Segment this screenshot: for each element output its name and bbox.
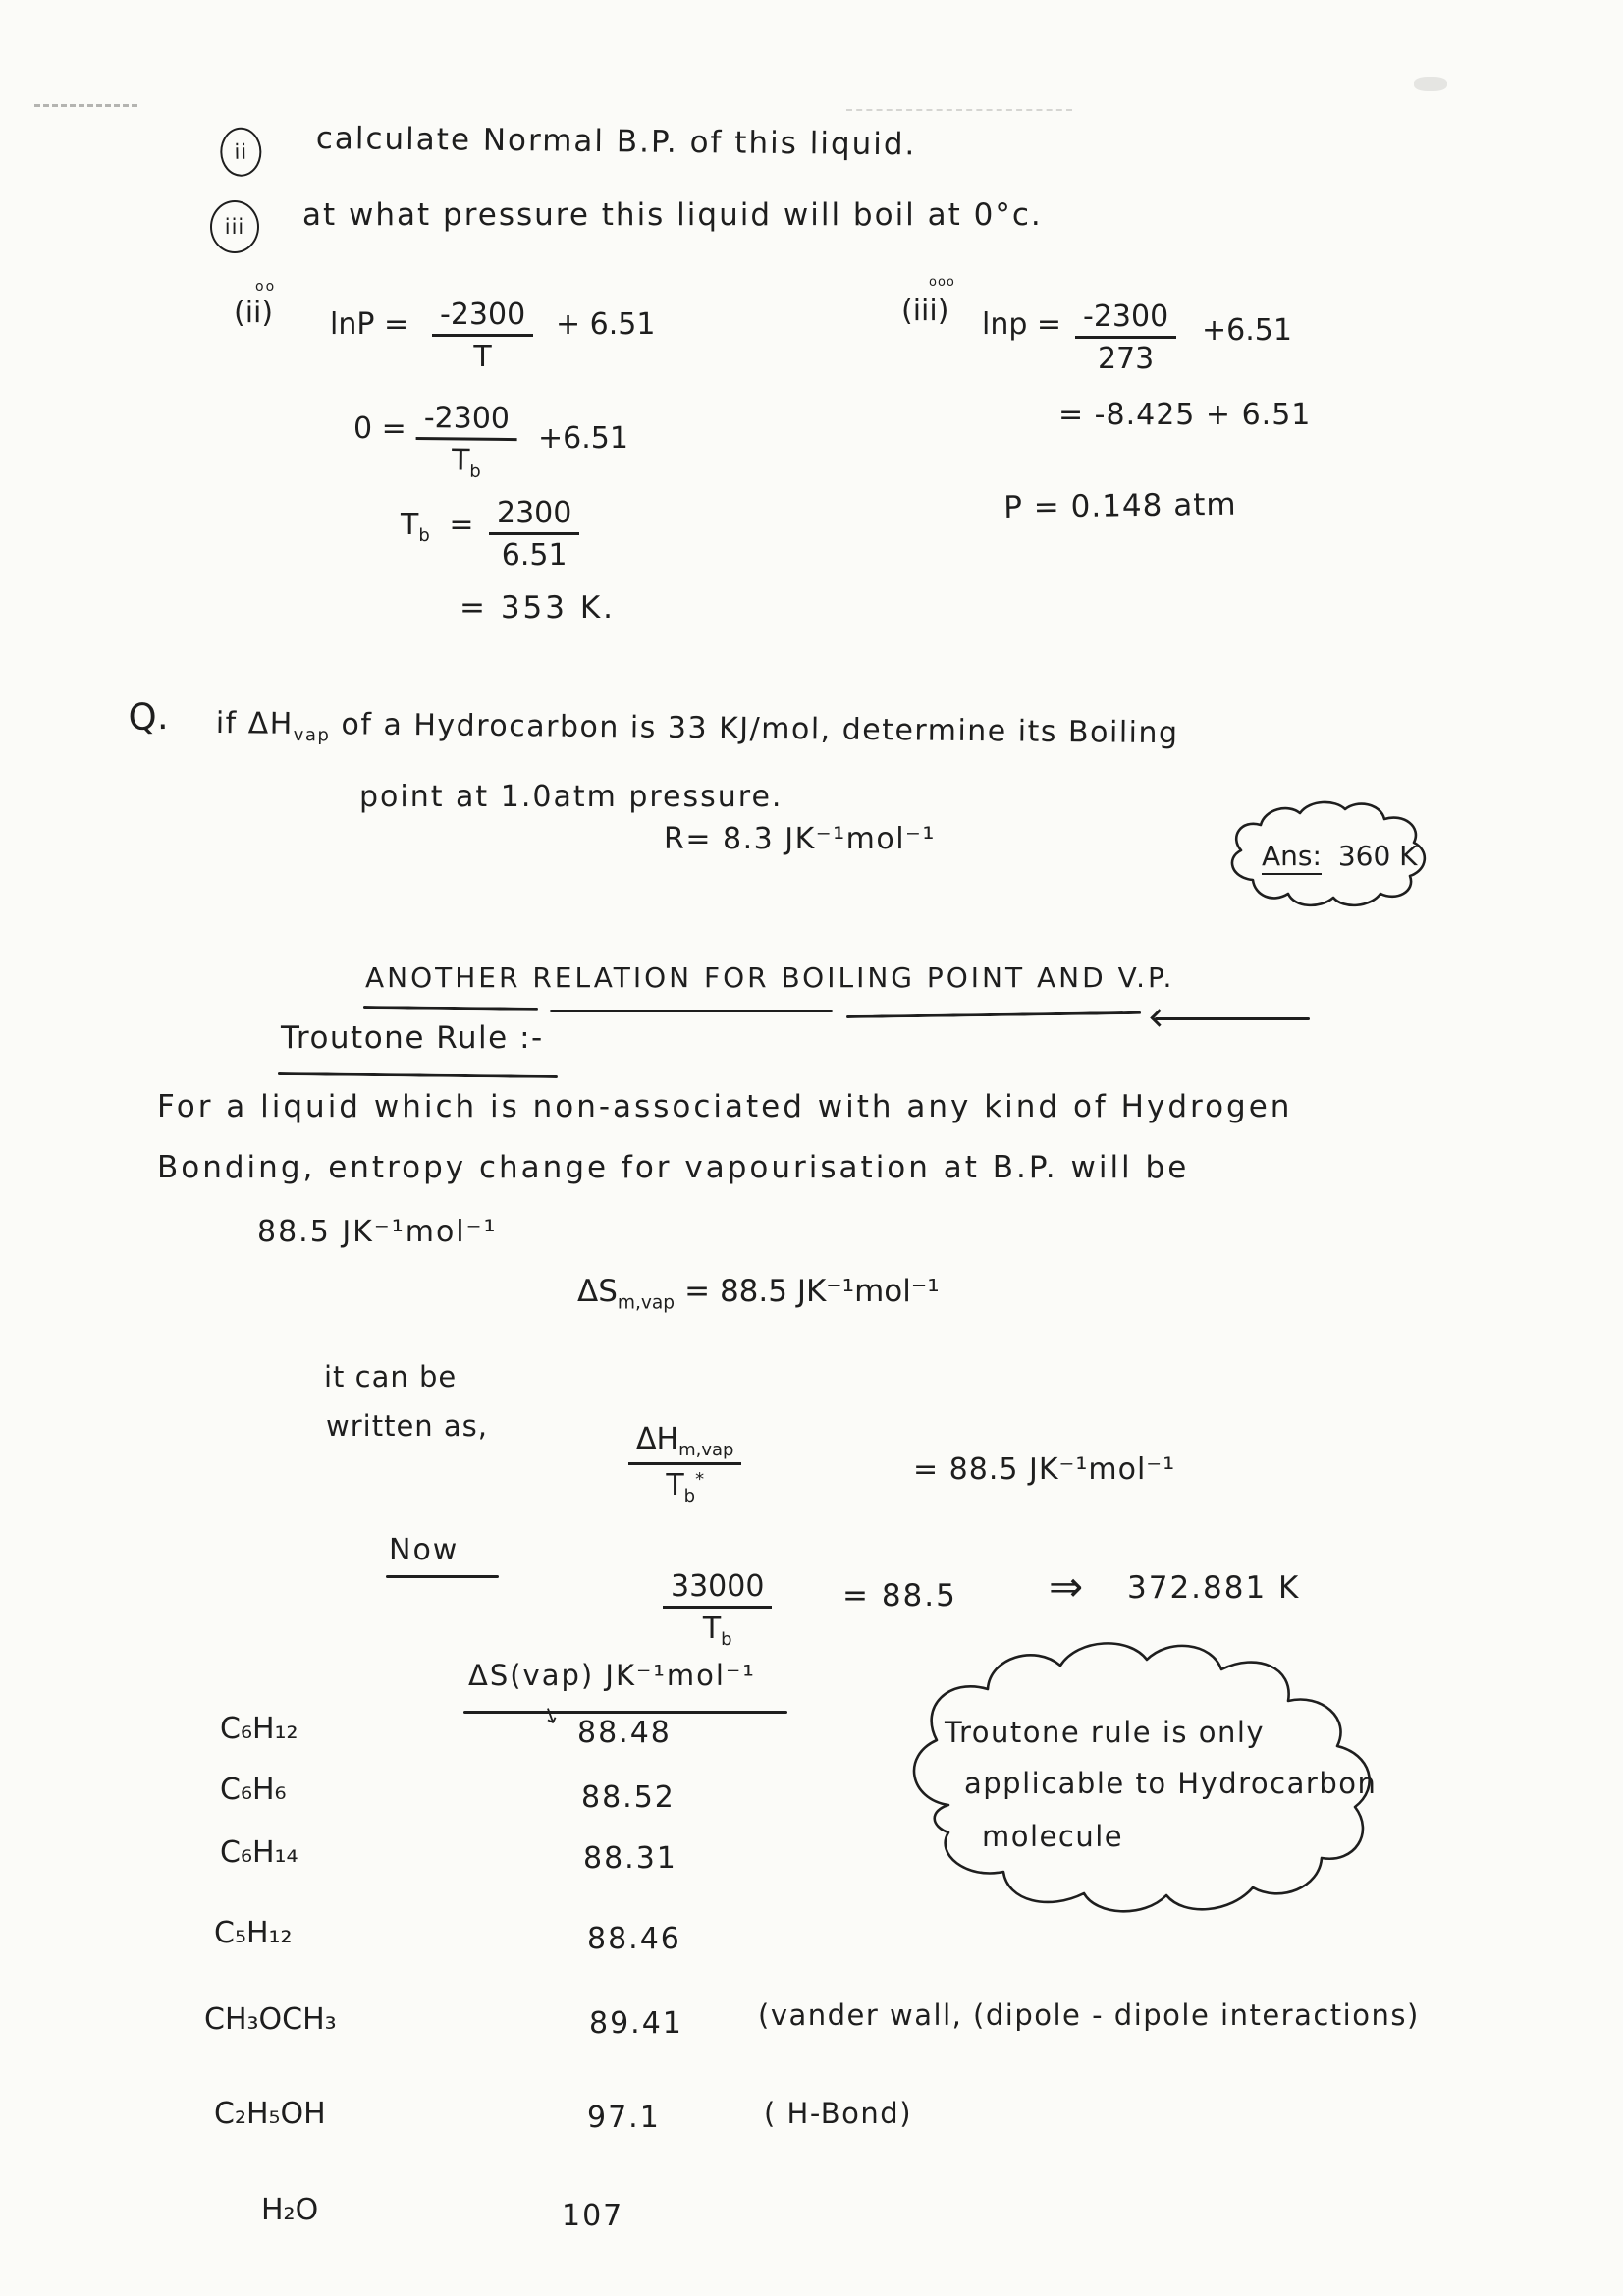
- work-ii-eq2-fraction: [415, 401, 517, 482]
- heading-underline-3: [846, 1011, 1141, 1018]
- now-eq: = 88.5: [842, 1578, 957, 1613]
- work-ii-marker-super: oo: [255, 279, 277, 295]
- table-row-value: 97.1: [587, 2101, 661, 2135]
- table-row-note: (vander wall, (dipole - dipole interactions): [758, 1998, 1420, 2032]
- table-header-underline: [463, 1711, 787, 1714]
- now-underline: [386, 1575, 499, 1578]
- question-line1: if $\Delta H_{vap}$ of a Hydrocarbon is 33 KJ/mol, determine its Boiling: [215, 706, 1179, 751]
- table-row-compound: C₆H₁₂: [220, 1712, 298, 1746]
- now-fraction: [663, 1569, 772, 1650]
- question-line2: point at 1.0atm pressure.: [359, 780, 784, 814]
- fraction-numerator: -2300: [416, 401, 518, 441]
- table-row-compound: C₆H₆: [220, 1773, 287, 1807]
- question-iii-marker-label: iii: [224, 215, 245, 239]
- answer-label: Ans:: [1262, 840, 1322, 875]
- table-row-compound: C₅H₁₂: [214, 1916, 293, 1950]
- table-row-value: 107: [562, 2199, 624, 2233]
- table-row-compound: CH₃OCH₃: [204, 2002, 337, 2037]
- table-row-value: 88.46: [587, 1922, 681, 1956]
- work-iii-marker: (iii): [901, 294, 949, 328]
- table-row-compound: C₆H₁₄: [220, 1835, 298, 1870]
- aside-line2: written as,: [326, 1409, 488, 1443]
- work-ii-eq1-fraction: [432, 298, 533, 374]
- down-arrow-mark: ↓: [538, 1702, 565, 1732]
- ratio-fraction: [628, 1422, 741, 1506]
- work-iii-marker-super: ooo: [929, 275, 955, 290]
- work-ii-eq1-tail: + 6.51: [556, 307, 656, 342]
- work-ii-result: = 353 K.: [460, 590, 617, 626]
- fraction-denominator: 273: [1097, 342, 1155, 376]
- fraction-numerator: 2300: [489, 496, 579, 535]
- entropy-equation: $\Delta S_{m,vap} = 88.5$ JK⁻¹mol⁻¹: [577, 1274, 940, 1314]
- work-ii-eq2-tail: +6.51: [538, 421, 628, 456]
- note-cloud-line3: molecule: [982, 1820, 1124, 1853]
- work-iii-result: P = 0.148 atm: [1002, 486, 1237, 525]
- section-subheading: Troutone Rule :-: [281, 1020, 544, 1056]
- paragraph-line2: Bonding, entropy change for vapourisation at B.P. will be: [157, 1150, 1190, 1185]
- subheading-underline: [278, 1072, 558, 1078]
- work-ii-marker: (ii): [234, 296, 274, 330]
- question-ii-marker-label: ii: [234, 139, 248, 164]
- answer-value: 360 K: [1337, 840, 1418, 872]
- heading-underline-1: [363, 1006, 538, 1011]
- scan-artifact-dash: [846, 109, 1072, 111]
- note-cloud-line1: Troutone rule is only: [945, 1716, 1266, 1749]
- answer-text: [1262, 841, 1418, 872]
- now-label: Now: [389, 1533, 460, 1567]
- question-ii-text: calculate Normal B.P. of this liquid.: [315, 121, 917, 163]
- fraction-numerator: -2300: [432, 298, 533, 337]
- table-row-compound: H₂O: [261, 2193, 319, 2227]
- fraction-numerator: 33000: [663, 1569, 772, 1609]
- table-row-value: 88.48: [577, 1716, 672, 1750]
- now-result: 372.881 K: [1127, 1570, 1301, 1606]
- table-header: ΔS(vap) JK⁻¹mol⁻¹: [468, 1659, 756, 1692]
- ratio-rhs: = 88.5 JK⁻¹mol⁻¹: [913, 1452, 1176, 1487]
- heading-underline-2: [550, 1010, 833, 1012]
- heading-underline-4: [1155, 1017, 1310, 1020]
- table-row-compound: C₂H₅OH: [214, 2097, 326, 2131]
- work-ii-eq2-lhs: 0 =: [353, 411, 406, 446]
- table-row-note: ( H-Bond): [764, 2097, 913, 2130]
- fraction-denominator: $T_b$: [702, 1612, 732, 1651]
- work-iii-eq2: = -8.425 + 6.51: [1058, 398, 1312, 432]
- question-ii-marker: [220, 127, 262, 177]
- work-ii-eq1-lhs: lnP =: [330, 307, 409, 342]
- section-heading: ANOTHER RELATION FOR BOILING POINT AND V.P.: [365, 961, 1175, 994]
- scan-artifact-dash: [34, 104, 137, 107]
- fraction-numerator: $\Delta H_{m,vap}$: [628, 1422, 741, 1465]
- question-iii-marker: [210, 200, 259, 253]
- work-ii-eq3-lhs: $T_b$ =: [401, 508, 474, 547]
- question-label: Q.: [127, 694, 169, 738]
- work-iii-eq1-fraction: [1075, 300, 1176, 376]
- fraction-denominator: T: [473, 340, 492, 374]
- fraction-denominator: $T_b^*$: [666, 1468, 705, 1507]
- table-row-value: 89.41: [589, 2006, 683, 2041]
- note-cloud-line2: applicable to Hydrocarbon: [964, 1767, 1378, 1800]
- underline-arrowhead: [1150, 1009, 1167, 1026]
- table-row-value: 88.31: [583, 1841, 677, 1876]
- work-iii-eq1-lhs: lnp =: [982, 307, 1062, 342]
- fraction-denominator: $T_b$: [451, 443, 481, 482]
- question-iii-text: at what pressure this liquid will boil at 0°c.: [302, 197, 1043, 233]
- fraction-numerator: -2300: [1075, 300, 1176, 339]
- implies-arrow-icon: ⇒: [1049, 1562, 1084, 1611]
- aside-line1: it can be: [324, 1360, 458, 1394]
- scan-artifact-smudge: [1414, 77, 1447, 91]
- paragraph-line1: For a liquid which is non-associated with any kind of Hydrogen: [157, 1089, 1293, 1124]
- paragraph-line3: 88.5 JK⁻¹mol⁻¹: [257, 1215, 498, 1249]
- work-iii-eq1-tail: +6.51: [1202, 313, 1292, 348]
- fraction-denominator: 6.51: [501, 538, 568, 573]
- table-row-value: 88.52: [581, 1780, 676, 1815]
- r-constant-line: R= 8.3 JK⁻¹mol⁻¹: [664, 822, 936, 856]
- work-ii-eq3-fraction: [489, 496, 579, 573]
